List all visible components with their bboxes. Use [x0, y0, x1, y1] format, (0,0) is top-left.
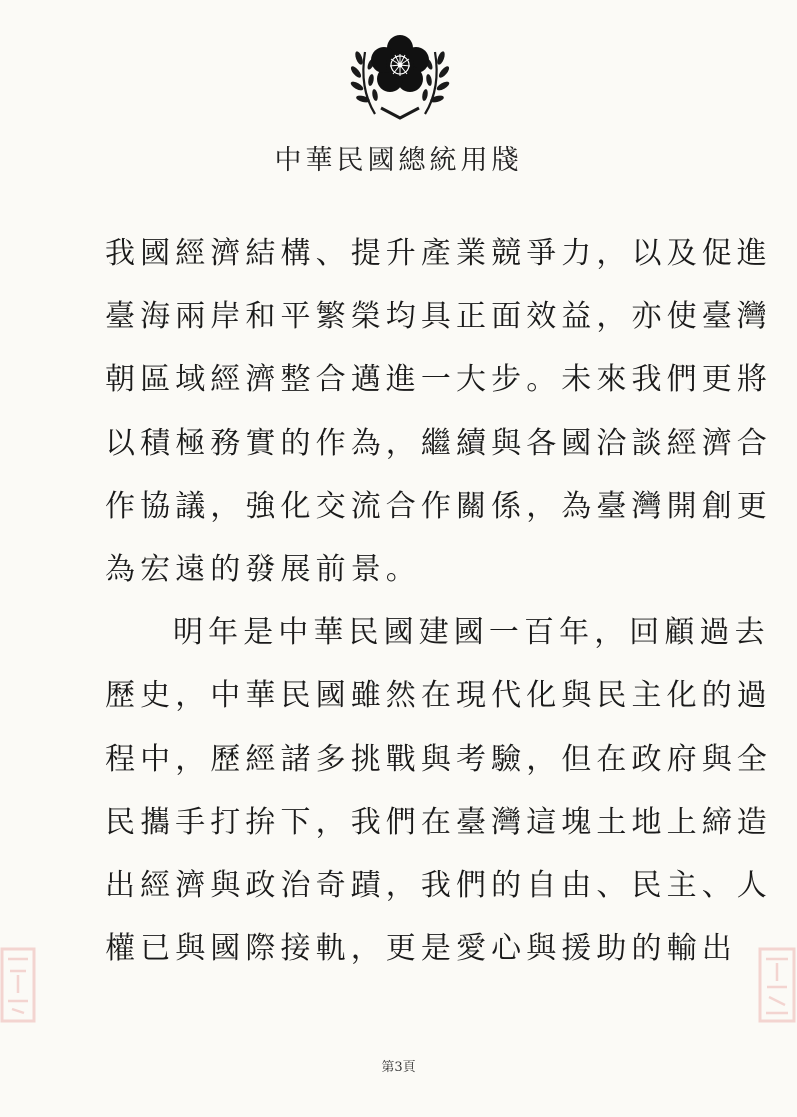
plum-blossom-emblem-icon — [345, 28, 455, 120]
body-line: 以積極務實的作為，繼續與各國洽談經濟合 — [105, 425, 772, 461]
body-line: 作協議，強化交流合作關係，為臺灣開創更 — [105, 488, 772, 524]
body-line: 程中，歷經諸多挑戰與考驗，但在政府與全 — [105, 741, 772, 777]
seal-stamp-left — [0, 945, 36, 1025]
body-line: 出經濟與政治奇蹟，我們的自由、民主、人 — [105, 867, 772, 903]
body-line: 民攜手打拚下，我們在臺灣這塊土地上締造 — [105, 804, 772, 840]
body-line: 為宏遠的發展前景。 — [105, 551, 421, 587]
body-line: 權已與國際接軌，更是愛心與援助的輸出 — [105, 931, 737, 967]
body-line: 臺海兩岸和平繁榮均具正面效益，亦使臺灣 — [105, 299, 772, 335]
body-line: 明年是中華民國建國一百年，回顧過去 — [173, 615, 770, 651]
body-line: 我國經濟結構、提升產業競爭力，以及促進 — [105, 236, 772, 271]
body-line: 歷史，中華民國雖然在現代化與民主化的過 — [105, 678, 772, 714]
letterhead-title: 中華民國總統用牋 — [274, 145, 523, 176]
page-number: 第3頁 — [381, 1060, 416, 1075]
seal-stamp-right — [757, 945, 797, 1025]
letter-body — [105, 222, 772, 980]
body-line: 朝區域經濟整合邁進一大步。未來我們更將 — [105, 362, 772, 398]
